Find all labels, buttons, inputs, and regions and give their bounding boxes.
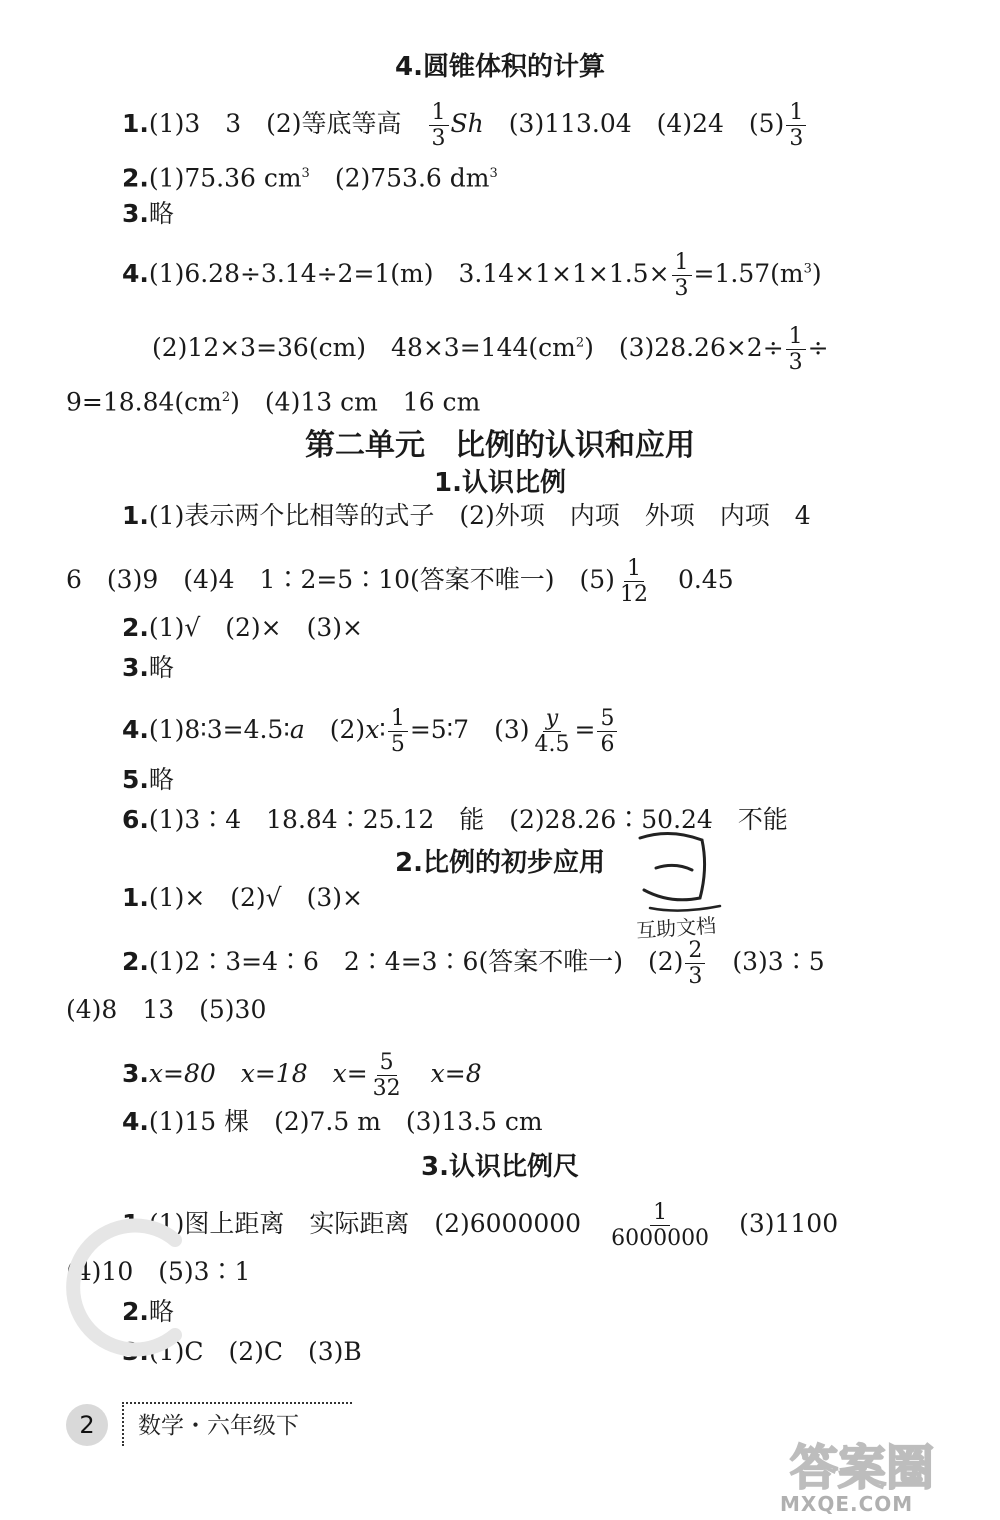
fraction: $\frac{1}{3}$ — [786, 324, 806, 375]
footer-subject: 数学・六年级下 — [122, 1402, 352, 1446]
answer-line: 1.(1)图上距离 实际距离 (2)6000000 $\frac{1}{6000000}$ (3)1100 — [122, 1200, 839, 1251]
svg-text:答案圈: 答案圈 — [790, 1440, 935, 1496]
answer-line: (2)12×3=36(cm) $48\times 3=144(cm^2)$ (3)28.26×2÷ $\frac{1}{3}$ ÷ — [152, 324, 829, 375]
answer-line: 2.(1)2∶3=4∶6 2∶4=3∶6(答案不唯一) (2) $\frac{2}{3}$ (3)3∶5 — [122, 938, 825, 989]
section-title-recognize-ratio: 1.认识比例 — [434, 468, 566, 498]
answer-line: 2.略 — [122, 1297, 174, 1326]
answer-line: (4)8 13 (5)30 — [66, 995, 267, 1024]
answer-line: 3.x=80 x=18 x= $\frac{5}{32}$ x=8 — [122, 1050, 482, 1101]
answer-line: 2.(1)75.36 $cm^3$ (2)753.6 $dm^3$ — [122, 163, 498, 193]
watermark-url: MXQE.COM — [780, 1492, 914, 1516]
section-title-cone-volume: 4.圆锥体积的计算 — [395, 52, 605, 82]
handwritten-signature-icon — [630, 828, 750, 918]
fraction: $\frac{1}{12}$ — [619, 556, 648, 607]
fraction: $\frac{1}{3}$ — [429, 100, 449, 151]
unit-title: 第二单元 比例的认识和应用 — [305, 428, 695, 463]
fraction: $\frac{1}{3}$ — [672, 250, 692, 301]
answer-line: 1.(1)表示两个比相等的式子 (2)外项 内项 外项 内项 4 — [122, 501, 811, 530]
answer-line: 3.(1)C (2)C (3)B — [122, 1337, 362, 1366]
fraction: $\frac{2}{3}$ — [685, 938, 705, 989]
signature-text: 互助文档 — [635, 913, 717, 943]
fraction: $\frac{1}{6000000}$ — [611, 1200, 710, 1251]
page-number: 2 — [66, 1404, 108, 1446]
question-number: 1. — [122, 109, 149, 138]
fraction: $\frac{1}{5}$ — [388, 706, 408, 757]
answer-line: 5.略 — [122, 765, 174, 794]
fraction: $\frac{5}{6}$ — [597, 706, 617, 757]
answer-line: 4.(1)8∶3=4.5∶a (2)x∶ $\frac{1}{5}$ =5∶7 (3) $\frac{y}{4.5}$ = $\frac{5}{6}$ — [122, 706, 619, 757]
section-title-ratio-application: 2.比例的初步应用 — [395, 848, 605, 878]
fraction: $\frac{1}{3}$ — [786, 100, 806, 151]
section-title-scale: 3.认识比例尺 — [421, 1152, 579, 1182]
answer-line: 1.(1)× (2)√ (3)× — [122, 883, 363, 912]
answer-line: $9=18.84(cm^2)$ (4)13 cm 16 cm — [66, 387, 481, 417]
answer-line: 3.略 — [122, 199, 174, 228]
answer-line: 2.(1)√ (2)× (3)× — [122, 613, 363, 642]
answer-line: 3.略 — [122, 653, 174, 682]
answer-line: 6.(1)3∶4 18.84∶25.12 能 (2)28.26∶50.24 不能 — [122, 805, 788, 834]
fraction: $\frac{5}{32}$ — [372, 1050, 401, 1101]
answer-line: 1.(1)3 3 (2)等底等高 $\frac{1}{3}$ Sh (3)113.04 (4)24 (5) $\frac{1}{3}$ — [122, 100, 808, 151]
answer-line: 4.(1)15 棵 (2)7.5 m (3)13.5 cm — [122, 1107, 543, 1136]
answer-line: 6 (3)9 (4)4 1∶2=5∶10(答案不唯一) (5) $\frac{1}{12}$ 0.45 — [66, 556, 734, 607]
answer-line: (4)10 (5)3∶1 — [66, 1257, 251, 1286]
fraction: $\frac{y}{4.5}$ — [534, 706, 570, 757]
answer-line: 4.(1)6.28÷3.14÷2=1(m) 3.14×1×1×1.5× $\frac{1}{3}$ $=1.57(m^3)$ — [122, 250, 822, 301]
